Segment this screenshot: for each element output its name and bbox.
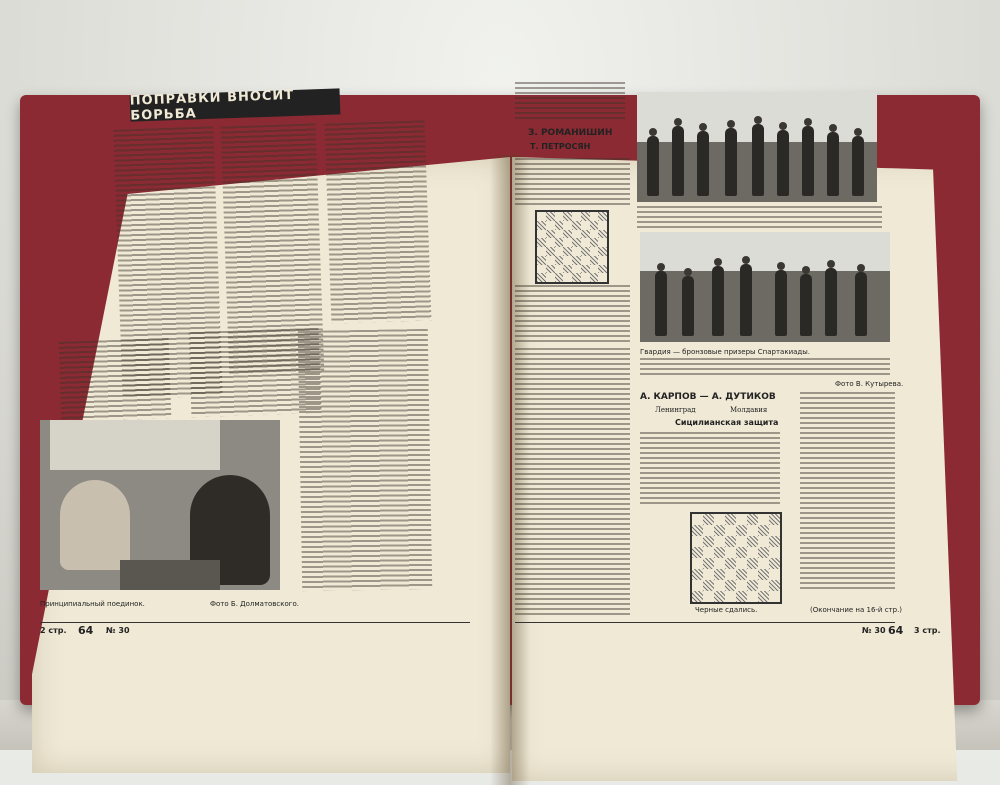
board-square: [537, 256, 546, 265]
board-square: [725, 569, 736, 580]
board-square: [725, 536, 736, 547]
board-square: [714, 514, 725, 525]
board-square: [546, 256, 555, 265]
board-square: [714, 536, 725, 547]
board-square: [736, 591, 747, 602]
board-square: [598, 247, 607, 256]
left-photo-credit: Фото Б. Долматовского.: [210, 600, 299, 608]
board-square: [747, 558, 758, 569]
board-square: [581, 212, 590, 221]
board-square: [581, 256, 590, 265]
board-square: [572, 265, 581, 274]
board-square: [692, 591, 703, 602]
right-footer-rule: [515, 622, 895, 623]
right-footer-logo: 64: [888, 624, 904, 637]
board-square: [555, 212, 564, 221]
board-square: [725, 514, 736, 525]
board-square: [714, 569, 725, 580]
board-square: [714, 558, 725, 569]
board-square: [590, 265, 599, 274]
board-square: [555, 230, 564, 239]
board-square: [590, 273, 599, 282]
board-square: [598, 230, 607, 239]
board-square: [590, 221, 599, 230]
board-square: [537, 230, 546, 239]
board-square: [769, 536, 780, 547]
board-square: [590, 230, 599, 239]
board-square: [581, 265, 590, 274]
board-square: [758, 591, 769, 602]
board-square: [537, 238, 546, 247]
board-square: [758, 525, 769, 536]
chess-diagram-2: [690, 512, 782, 604]
board-square: [692, 514, 703, 525]
board-square: [546, 238, 555, 247]
board-square: [703, 591, 714, 602]
board-square: [769, 514, 780, 525]
board-square: [581, 247, 590, 256]
board-square: [747, 569, 758, 580]
board-square: [572, 273, 581, 282]
board-square: [703, 558, 714, 569]
board-square: [572, 230, 581, 239]
board-square: [581, 273, 590, 282]
board-square: [703, 547, 714, 558]
board-square: [581, 238, 590, 247]
board-square: [769, 525, 780, 536]
board-square: [555, 238, 564, 247]
board-square: [714, 525, 725, 536]
board-square: [769, 580, 780, 591]
board-square: [546, 212, 555, 221]
chess-diagram-1: [535, 210, 609, 284]
board-square: [725, 580, 736, 591]
board-square: [736, 536, 747, 547]
board-square: [769, 547, 780, 558]
right-text-col-a: [515, 348, 630, 618]
game-moves: [640, 432, 780, 504]
board-square: [692, 536, 703, 547]
left-photo-chess-players: [40, 420, 280, 590]
board-square: [747, 525, 758, 536]
board-square: [747, 547, 758, 558]
board-square: [703, 536, 714, 547]
board-square: [537, 221, 546, 230]
board-square: [546, 230, 555, 239]
board-square: [692, 580, 703, 591]
board-square: [725, 591, 736, 602]
game-city-left: Ленинград: [655, 406, 696, 414]
board-square: [703, 580, 714, 591]
board-square: [692, 558, 703, 569]
board-square: [546, 221, 555, 230]
board-square: [555, 265, 564, 274]
left-photo-caption: Принципиальный поединок.: [40, 600, 145, 608]
board-square: [590, 247, 599, 256]
board-square: [555, 273, 564, 282]
board-square: [598, 221, 607, 230]
board-square: [758, 547, 769, 558]
board-square: [758, 580, 769, 591]
board-square: [725, 525, 736, 536]
board-square: [590, 212, 599, 221]
right-photo1-caption: [637, 206, 882, 228]
board-square: [758, 569, 769, 580]
board-square: [692, 569, 703, 580]
board-square: [537, 247, 546, 256]
left-column-6: [298, 329, 433, 591]
board-square: [537, 212, 546, 221]
board-square: [725, 547, 736, 558]
left-footer-page: 2 стр.: [40, 626, 67, 635]
photo-scoreboard: [50, 420, 220, 470]
board-square: [769, 569, 780, 580]
board-square: [572, 256, 581, 265]
right-footer-page: 3 стр.: [914, 626, 941, 635]
left-footer-rule: [40, 622, 470, 623]
board-square: [563, 212, 572, 221]
board-square: [581, 221, 590, 230]
board-square: [769, 591, 780, 602]
board-square: [563, 273, 572, 282]
board-square: [546, 273, 555, 282]
board-square: [692, 547, 703, 558]
board-square: [563, 265, 572, 274]
board-square: [537, 273, 546, 282]
board-square: [590, 256, 599, 265]
game-opening: Сицилианская защита: [675, 418, 779, 427]
board-square: [758, 558, 769, 569]
board-square: [563, 247, 572, 256]
board-square: [563, 256, 572, 265]
right-footer-issue: № 30: [862, 626, 886, 635]
left-footer-issue: № 30: [106, 626, 130, 635]
board-square: [555, 247, 564, 256]
board-square: [581, 230, 590, 239]
board-square: [546, 265, 555, 274]
board-square: [537, 265, 546, 274]
board-square: [747, 514, 758, 525]
board-square: [598, 256, 607, 265]
board-square: [747, 580, 758, 591]
board-square: [736, 558, 747, 569]
right-text-col-c: [800, 392, 895, 592]
right-photo-1: [637, 92, 877, 202]
right-subsection-label: Т. ПЕТРОСЯН: [530, 142, 591, 151]
game-header: А. КАРПОВ — А. ДУТИКОВ: [640, 392, 776, 402]
board-square: [546, 247, 555, 256]
board-square: [572, 212, 581, 221]
board-square: [692, 525, 703, 536]
board-square: [555, 256, 564, 265]
board-square: [598, 273, 607, 282]
board-square: [736, 514, 747, 525]
board-square: [563, 238, 572, 247]
left-column-3: [325, 120, 432, 323]
right-moves-1: [515, 158, 630, 208]
board-square: [598, 238, 607, 247]
board-square: [747, 536, 758, 547]
board-square: [747, 591, 758, 602]
right-section-label: З. РОМАНИШИН: [528, 128, 613, 138]
right-photo-2: [640, 232, 890, 342]
continuation-note: (Окончание на 16-й стр.): [810, 606, 903, 614]
board-square: [563, 230, 572, 239]
board-square: [714, 591, 725, 602]
board-square: [736, 547, 747, 558]
left-footer-logo: 64: [78, 624, 94, 637]
board-square: [590, 238, 599, 247]
right-photo2-credit: Фото В. Кутырева.: [835, 380, 904, 388]
board-square: [572, 247, 581, 256]
board-square: [736, 525, 747, 536]
board-square: [572, 238, 581, 247]
board-square: [598, 265, 607, 274]
board-square: [714, 547, 725, 558]
chess-table: [120, 560, 220, 590]
board-square: [736, 569, 747, 580]
board-square: [703, 525, 714, 536]
board-square: [703, 569, 714, 580]
board-square: [725, 558, 736, 569]
board-caption: Черные сдались.: [695, 606, 758, 614]
player-left: [60, 480, 130, 570]
article-headline: ПОПРАВКИ ВНОСИТ БОРЬБА: [130, 88, 341, 121]
game-city-right: Молдавия: [730, 406, 768, 414]
board-square: [758, 514, 769, 525]
left-column-4: [59, 338, 172, 422]
board-square: [555, 221, 564, 230]
board-square: [703, 514, 714, 525]
board-square: [769, 558, 780, 569]
right-photo2-caption-text: [640, 358, 890, 376]
board-square: [572, 221, 581, 230]
right-moves-2: [515, 285, 630, 345]
right-photo2-caption: Гвардия — бронзовые призеры Спартакиады.: [640, 348, 811, 356]
right-top-text: [515, 82, 625, 122]
board-square: [758, 536, 769, 547]
board-square: [714, 580, 725, 591]
board-square: [598, 212, 607, 221]
board-square: [736, 580, 747, 591]
board-square: [563, 221, 572, 230]
